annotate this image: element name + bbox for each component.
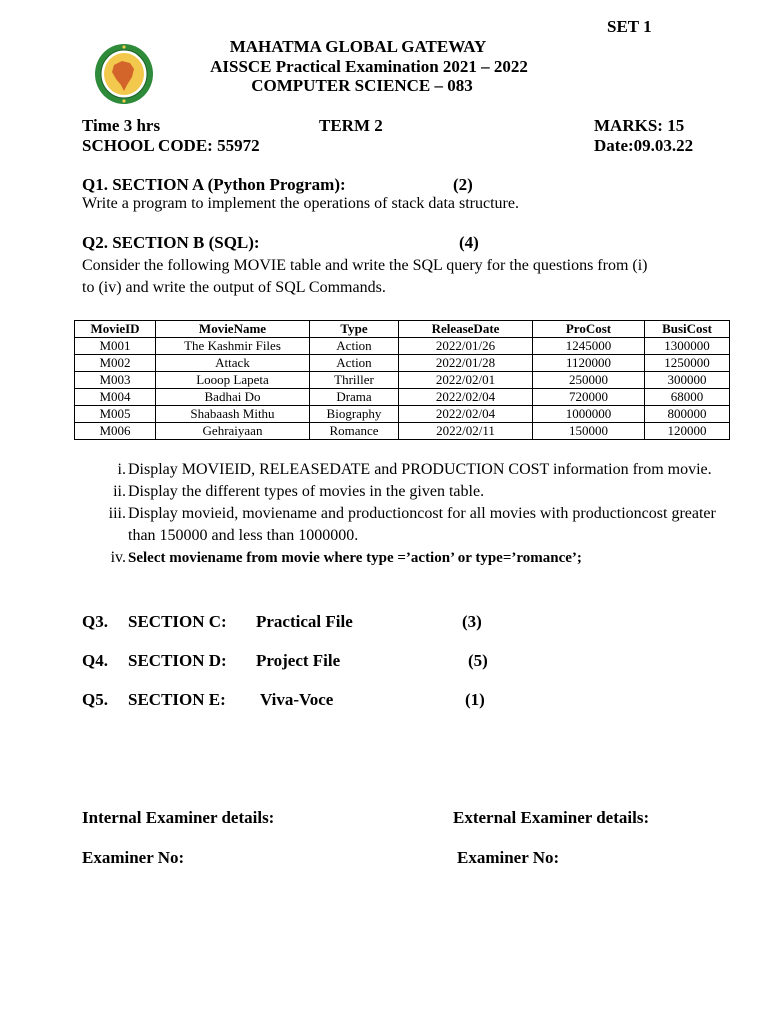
question-text: Display movieid, moviename and productioncost for all movies with productioncost greater than 150000 and less than 1000000. <box>128 505 716 544</box>
table-cell: Shabaash Mithu <box>156 406 310 423</box>
table-cell: M001 <box>75 338 156 355</box>
table-cell: M005 <box>75 406 156 423</box>
table-header-cell: Type <box>310 321 399 338</box>
q2-title: Q2. SECTION B (SQL): <box>82 233 260 252</box>
school-name: MAHATMA GLOBAL GATEWAY <box>229 37 487 56</box>
section-marks: (3) <box>462 612 482 631</box>
table-cell: 150000 <box>533 423 645 440</box>
table-header-cell: MovieName <box>156 321 310 338</box>
section-name: Project File <box>256 651 341 670</box>
table-cell: 1245000 <box>533 338 645 355</box>
internal-examiner-no: Examiner No: <box>82 848 185 867</box>
section-q-number: Q4. <box>82 651 108 670</box>
question-text: Display MOVIEID, RELEASEDATE and PRODUCTION COST information from movie. <box>128 461 712 478</box>
q1-text: Write a program to implement the operations of stack data structure. <box>82 195 519 212</box>
q1-title: Q1. SECTION A (Python Program): <box>82 175 346 194</box>
table-cell: M004 <box>75 389 156 406</box>
table-header-cell: ProCost <box>533 321 645 338</box>
question-number: i. <box>117 461 126 478</box>
table-cell: 1250000 <box>645 355 730 372</box>
question-number: ii. <box>113 483 126 500</box>
table-cell: Gehraiyaan <box>156 423 310 440</box>
list-item <box>100 547 720 569</box>
question-number: iv. <box>110 549 126 566</box>
table-row <box>75 423 730 440</box>
q2-marks: (4) <box>459 233 479 252</box>
q2-text-line2: to (iv) and write the output of SQL Commands. <box>82 279 386 296</box>
marks-label: MARKS: 15 <box>594 116 685 135</box>
subject-title: COMPUTER SCIENCE – 083 <box>251 76 473 95</box>
table-cell: 2022/02/11 <box>399 423 533 440</box>
table-cell: 2022/02/04 <box>399 406 533 423</box>
table-cell: 2022/01/26 <box>399 338 533 355</box>
external-examiner-no: Examiner No: <box>457 848 560 867</box>
table-cell: M003 <box>75 372 156 389</box>
list-item <box>100 503 720 547</box>
table-header-row <box>75 321 730 338</box>
table-header-cell: BusiCost <box>645 321 730 338</box>
section-name: Viva-Voce <box>260 690 334 709</box>
section-name: Practical File <box>256 612 353 631</box>
section-label: SECTION D: <box>128 651 227 670</box>
table-cell: 1120000 <box>533 355 645 372</box>
external-examiner-label: External Examiner details: <box>453 808 650 827</box>
table-cell: Action <box>310 355 399 372</box>
section-marks: (5) <box>468 651 488 670</box>
table-cell: 800000 <box>645 406 730 423</box>
table-cell: 2022/01/28 <box>399 355 533 372</box>
exam-title: AISSCE Practical Examination 2021 – 2022 <box>210 57 528 76</box>
list-item <box>100 481 720 503</box>
table-cell: 2022/02/04 <box>399 389 533 406</box>
q2-text-line1: Consider the following MOVIE table and write the SQL query for the questions from (i) <box>82 257 648 274</box>
table-row <box>75 355 730 372</box>
table-cell: 300000 <box>645 372 730 389</box>
table-cell: Action <box>310 338 399 355</box>
table-cell: 2022/02/01 <box>399 372 533 389</box>
table-cell: Thriller <box>310 372 399 389</box>
term-label: TERM 2 <box>319 116 383 135</box>
table-header-cell: ReleaseDate <box>399 321 533 338</box>
section-q-number: Q5. <box>82 690 108 709</box>
q1-marks: (2) <box>453 175 473 194</box>
sql-question-list <box>100 459 720 569</box>
school-code: SCHOOL CODE: 55972 <box>82 136 260 155</box>
table-cell: 250000 <box>533 372 645 389</box>
section-q-number: Q3. <box>82 612 108 631</box>
question-number: iii. <box>108 505 126 522</box>
table-cell: 68000 <box>645 389 730 406</box>
question-text: Display the different types of movies in the given table. <box>128 483 485 500</box>
table-cell: The Kashmir Files <box>156 338 310 355</box>
table-header-cell: MovieID <box>75 321 156 338</box>
table-cell: 720000 <box>533 389 645 406</box>
movie-table <box>74 320 730 440</box>
table-cell: Romance <box>310 423 399 440</box>
table-row <box>75 406 730 423</box>
section-marks: (1) <box>465 690 485 709</box>
list-item <box>100 459 720 481</box>
table-cell: M002 <box>75 355 156 372</box>
question-text: Select moviename from movie where type =’action’ or type=’romance’; <box>128 550 582 566</box>
table-cell: 1300000 <box>645 338 730 355</box>
table-cell: Badhai Do <box>156 389 310 406</box>
table-cell: Looop Lapeta <box>156 372 310 389</box>
table-cell: Attack <box>156 355 310 372</box>
table-cell: Biography <box>310 406 399 423</box>
table-cell: Drama <box>310 389 399 406</box>
time-label: Time 3 hrs <box>82 116 161 135</box>
internal-examiner-label: Internal Examiner details: <box>82 808 275 827</box>
section-label: SECTION C: <box>128 612 227 631</box>
table-row <box>75 338 730 355</box>
table-cell: M006 <box>75 423 156 440</box>
table-row <box>75 372 730 389</box>
set-label: SET 1 <box>607 17 652 36</box>
section-label: SECTION E: <box>128 690 226 709</box>
table-cell: 120000 <box>645 423 730 440</box>
exam-date: Date:09.03.22 <box>594 136 694 155</box>
table-row <box>75 389 730 406</box>
table-cell: 1000000 <box>533 406 645 423</box>
